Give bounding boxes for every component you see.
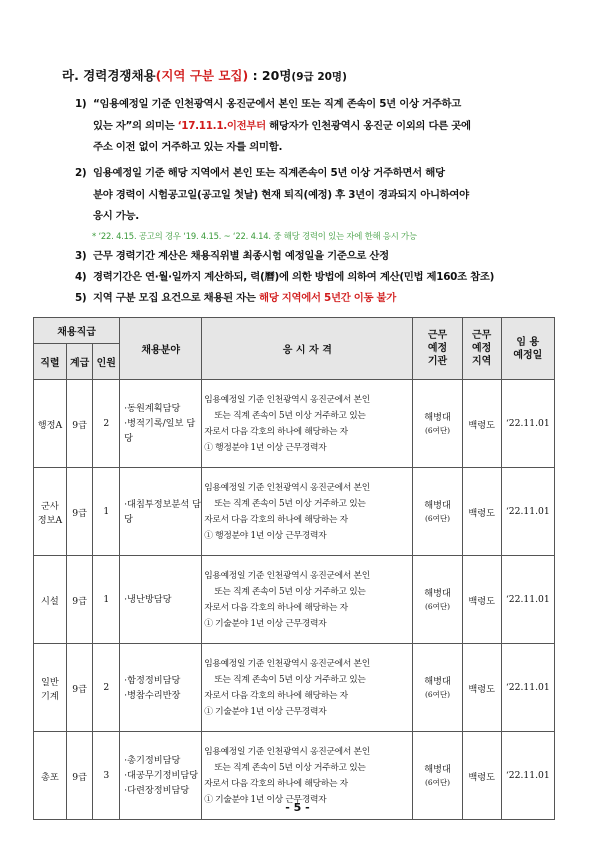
page-number: - 5 - <box>285 801 310 814</box>
cell-inst: 해병대 (6여단) <box>413 468 462 556</box>
header-grade: 계급 <box>66 344 93 380</box>
table-row <box>34 556 555 644</box>
cell-fields: ·동원계획담당 ·병적기록/일보 담당 <box>120 380 202 468</box>
cell-grade: 9급 <box>66 468 93 556</box>
header-jobtype: 직렬 <box>34 344 67 380</box>
cell-count: 2 <box>93 644 120 732</box>
cell-inst: 해병대 (6여단) <box>413 380 462 468</box>
cell-grade: 9급 <box>66 380 93 468</box>
cell-fields: ·총기정비담당 ·대공무기정비담당 ·다련장정비담당 <box>120 732 202 820</box>
heading-prefix: 라. 경력경쟁채용 <box>62 68 156 83</box>
cell-inst: 해병대 (6여단) <box>413 556 462 644</box>
item-1: 1) “임용예정일 기준 인천광역시 옹진군에서 본인 또는 직계 존속이 5년 이상 거주하고 있는 자”의 의미는 ‘17.11.1.이전부터 해당자가 인천광역시 옹진군 이외의 다른 곳에 주소 이전 없이 거주하고 있는 자를 의미함. <box>75 98 471 153</box>
cell-region: 백령도 <box>462 556 501 644</box>
heading-tail: (9급 20명) <box>291 71 347 83</box>
cell-job: 시설 <box>34 556 67 644</box>
cell-job: 총포 <box>34 732 67 820</box>
cell-qual: 임용예정일 기준 인천광역시 옹진군에서 본인 또는 직계 존속이 5년 이상 거주하고 있는 자로서 다음 각호의 하나에 해당하는 자 ① 행정분야 1년 이상 근무경력자 <box>202 380 413 468</box>
cell-grade: 9급 <box>66 732 93 820</box>
table-row <box>34 644 555 732</box>
cell-count: 2 <box>93 380 120 468</box>
cell-date: ‘22.11.01 <box>501 468 554 556</box>
cell-job: 군사 정보A <box>34 468 67 556</box>
item-5: 5) 지역 구분 모집 요건으로 채용된 자는 해당 지역에서 5년간 이동 불가 <box>75 292 397 304</box>
cell-region: 백령도 <box>462 380 501 468</box>
cell-region: 백령도 <box>462 644 501 732</box>
cell-fields: ·대침투정보분석 담당 <box>120 468 202 556</box>
cell-date: ‘22.11.01 <box>501 732 554 820</box>
cell-qual: 임용예정일 기준 인천광역시 옹진군에서 본인 또는 직계 존속이 5년 이상 거주하고 있는 자로서 다음 각호의 하나에 해당하는 자 ① 기술분야 1년 이상 근무경력자 <box>202 644 413 732</box>
header-field: 채용분야 <box>120 318 202 380</box>
cell-date: ‘22.11.01 <box>501 644 554 732</box>
cell-qual: 임용예정일 기준 인천광역시 옹진군에서 본인 또는 직계 존속이 5년 이상 거주하고 있는 자로서 다음 각호의 하나에 해당하는 자 ① 기술분야 1년 이상 근무경력자 <box>202 556 413 644</box>
cell-inst: 해병대 (6여단) <box>413 732 462 820</box>
header-group: 채용직급 <box>34 318 120 344</box>
cell-count: 3 <box>93 732 120 820</box>
header-count: 인원 <box>93 344 120 380</box>
item-3: 3) 근무 경력기간 계산은 채용직위별 최종시험 예정일을 기준으로 산정 <box>75 250 389 262</box>
note-text: * ‘22. 4.15. 공고의 경우 ‘19. 4.15. ~ ‘22. 4.14. 중 해당 경력이 있는 자에 한해 응시 가능 <box>92 231 417 241</box>
table-row <box>34 468 555 556</box>
item-2: 2) 임용예정일 기준 해당 지역에서 본인 또는 직계존속이 5년 이상 거주하면서 해당 분야 경력이 시험공고일(공고일 첫날) 현재 퇴직(예정) 후 3년이 경과되지 아니하여야 응시 가능. <box>75 167 469 222</box>
cell-job: 행정A <box>34 380 67 468</box>
cell-count: 1 <box>93 556 120 644</box>
header-qual: 응 시 자 격 <box>202 318 413 380</box>
header-region: 근무 예정 지역 <box>462 318 501 380</box>
section-heading <box>62 66 347 84</box>
cell-qual: 임용예정일 기준 인천광역시 옹진군에서 본인 또는 직계 존속이 5년 이상 거주하고 있는 자로서 다음 각호의 하나에 해당하는 자 ① 기술분야 1년 이상 근무경력자 <box>202 732 413 820</box>
header-inst: 근무 예정 기관 <box>413 318 462 380</box>
cell-grade: 9급 <box>66 556 93 644</box>
cell-fields: ·함정정비담당 ·병참수리반장 <box>120 644 202 732</box>
cell-job: 일반 기계 <box>34 644 67 732</box>
cell-date: ‘22.11.01 <box>501 556 554 644</box>
cell-region: 백령도 <box>462 732 501 820</box>
cell-region: 백령도 <box>462 468 501 556</box>
cell-count: 1 <box>93 468 120 556</box>
cell-fields: ·냉난방담당 <box>120 556 202 644</box>
recruitment-table <box>33 317 555 820</box>
heading-paren: (지역 구분 모집) <box>155 68 249 83</box>
table-row <box>34 380 555 468</box>
cell-date: ‘22.11.01 <box>501 380 554 468</box>
heading-count: : 20명 <box>248 68 292 83</box>
item-4: 4) 경력기간은 연·월·일까지 계산하되, 력(曆)에 의한 방법에 의하여 계산(민법 제160조 참조) <box>75 271 495 283</box>
header-date: 임 용 예정일 <box>501 318 554 380</box>
cell-qual: 임용예정일 기준 인천광역시 옹진군에서 본인 또는 직계 존속이 5년 이상 거주하고 있는 자로서 다음 각호의 하나에 해당하는 자 ① 행정분야 1년 이상 근무경력자 <box>202 468 413 556</box>
cell-inst: 해병대 (6여단) <box>413 644 462 732</box>
cell-grade: 9급 <box>66 644 93 732</box>
